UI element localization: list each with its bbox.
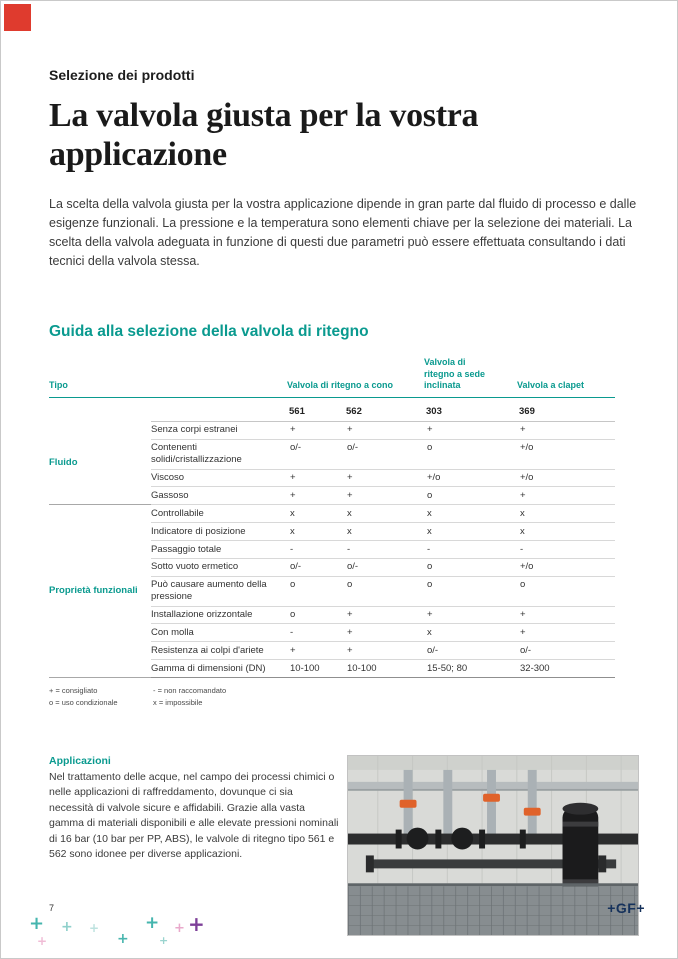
- table-legend: [49, 685, 639, 709]
- cell-303: o: [424, 487, 517, 505]
- cell-369: +: [517, 606, 615, 624]
- cell-369: x: [517, 523, 615, 541]
- intro-paragraph: La scelta della valvola giusta per la vostra applicazione dipende in gran parte dal fluido di processo e dalle esigenze funzionali. La pressione e la temperatura sono elementi chiave per la selezione dei materiali. La scelta della valvola adeguata in funzione di questi due parametri può essere effettuata consultando i dati tecnici della valvola stessa.: [49, 196, 637, 268]
- plus-decoration-icon: [159, 935, 168, 946]
- cell-562: o/-: [344, 439, 424, 469]
- cell-561: +: [287, 469, 344, 487]
- page-number: 7: [49, 903, 55, 913]
- cell-562: +: [344, 606, 424, 624]
- cell-369: 32-300: [517, 660, 615, 678]
- row-label: Indicatore di posizione: [151, 523, 287, 541]
- table-row: [49, 421, 615, 439]
- model-header-369: 369: [517, 397, 615, 421]
- legend-column-2: [153, 685, 373, 709]
- cell-303: x: [424, 523, 517, 541]
- application-photo: [347, 755, 639, 936]
- cell-561: x: [287, 523, 344, 541]
- row-label: Viscoso: [151, 469, 287, 487]
- row-label: Sotto vuoto ermetico: [151, 558, 287, 576]
- cell-562: o: [344, 576, 424, 606]
- legend-item: - = non raccomandato: [153, 686, 227, 696]
- plus-decoration-icon: [117, 932, 129, 946]
- cell-562: +: [344, 487, 424, 505]
- cell-369: +/o: [517, 469, 615, 487]
- cell-369: +: [517, 487, 615, 505]
- column-group-cono: Valvola di ritegno a cono: [287, 357, 424, 398]
- cell-562: +: [344, 642, 424, 660]
- plus-decoration-icon: [29, 915, 44, 933]
- cell-561: +: [287, 421, 344, 439]
- spacer-cell: [151, 397, 287, 421]
- applications-body: Nel trattamento delle acque, nel campo dei processi chimici o nelle applicazioni di raffreddamento, dovunque ci sia necessità di valvole sicure e affidabili. Grazie alla vasta gamma di materiali disponibili e alle elevate pressioni nominali di 16 bar (10 bar per PP, ABS), le valvole di ritegno tipo 561 e 562 sono idonee per diverse applicazioni.: [49, 771, 339, 861]
- plus-decoration-icon: [61, 920, 73, 934]
- applications-text: [49, 755, 347, 863]
- cell-303: -: [424, 541, 517, 559]
- cell-562: 10-100: [344, 660, 424, 678]
- row-label: Controllabile: [151, 505, 287, 523]
- cell-303: +/o: [424, 469, 517, 487]
- legend-item: x = impossibile: [153, 698, 203, 708]
- cell-303: o/-: [424, 642, 517, 660]
- cell-369: +: [517, 624, 615, 642]
- cell-562: x: [344, 505, 424, 523]
- gf-brand-logo: +GF+: [607, 900, 645, 916]
- legend-item: + = consigliato: [49, 686, 98, 696]
- column-header-tipo: Tipo: [49, 357, 287, 398]
- page-title: La valvola giusta per la vostra applicazione: [49, 97, 479, 174]
- page-content: [49, 67, 639, 936]
- cell-303: 15-50; 80: [424, 660, 517, 678]
- row-label: Gamma di dimensioni (DN): [151, 660, 287, 678]
- row-label: Contenenti solidi/cristallizzazione: [151, 439, 287, 469]
- cell-561: o/-: [287, 558, 344, 576]
- legend-item: o = uso condizionale: [49, 698, 118, 708]
- cell-369: o: [517, 576, 615, 606]
- plus-decoration-cluster: [23, 913, 223, 957]
- cell-303: o: [424, 576, 517, 606]
- cell-303: +: [424, 421, 517, 439]
- cell-369: +/o: [517, 558, 615, 576]
- red-corner-square: [4, 4, 31, 31]
- selection-guide-table: [49, 357, 615, 678]
- row-group-proprieta-funzionali: Proprietà funzionali: [49, 505, 151, 678]
- cell-369: +: [517, 421, 615, 439]
- piping-installation-photo: [348, 756, 638, 935]
- cell-303: +: [424, 606, 517, 624]
- cell-562: +: [344, 421, 424, 439]
- row-label: Con molla: [151, 624, 287, 642]
- grating-floor: [348, 883, 638, 935]
- cell-303: o: [424, 558, 517, 576]
- cell-561: +: [287, 487, 344, 505]
- row-label: Gassoso: [151, 487, 287, 505]
- cell-562: o/-: [344, 558, 424, 576]
- cell-562: +: [344, 624, 424, 642]
- cell-369: -: [517, 541, 615, 559]
- model-header-303: 303: [424, 397, 517, 421]
- column-group-clapet: Valvola a clapet: [517, 357, 615, 398]
- cell-562: +: [344, 469, 424, 487]
- cell-369: o/-: [517, 642, 615, 660]
- cell-303: o: [424, 439, 517, 469]
- cell-562: x: [344, 523, 424, 541]
- table-header-models-row: [49, 397, 615, 421]
- cell-303: x: [424, 624, 517, 642]
- row-label: Resistenza ai colpi d'ariete: [151, 642, 287, 660]
- plus-decoration-icon: [37, 935, 47, 947]
- row-group-fluido: Fluido: [49, 421, 151, 504]
- spacer-cell: [49, 397, 151, 421]
- cell-561: +: [287, 642, 344, 660]
- cell-561: o: [287, 606, 344, 624]
- row-label: Passaggio totale: [151, 541, 287, 559]
- cell-369: x: [517, 505, 615, 523]
- table-row: [49, 505, 615, 523]
- applications-heading: Applicazioni: [49, 755, 111, 768]
- plus-decoration-icon: [174, 922, 185, 935]
- cell-562: -: [344, 541, 424, 559]
- selection-guide-heading: Guida alla selezione della valvola di ritegno: [49, 322, 369, 340]
- model-header-561: 561: [287, 397, 344, 421]
- legend-column-1: [49, 685, 153, 709]
- cell-561: x: [287, 505, 344, 523]
- cell-561: o: [287, 576, 344, 606]
- plus-decoration-icon: [89, 922, 99, 934]
- cell-561: -: [287, 624, 344, 642]
- plus-decoration-icon: [188, 914, 205, 934]
- cell-561: -: [287, 541, 344, 559]
- cell-303: x: [424, 505, 517, 523]
- cell-561: o/-: [287, 439, 344, 469]
- column-group-sede-inclinata: Valvola di ritegno a sede inclinata: [424, 357, 517, 398]
- model-header-562: 562: [344, 397, 424, 421]
- applications-section: [49, 755, 639, 936]
- table-header-groups-row: [49, 357, 615, 398]
- row-label: Può causare aumento della pressione: [151, 576, 287, 606]
- row-label: Senza corpi estranei: [151, 421, 287, 439]
- plus-decoration-icon: [145, 915, 159, 932]
- cell-561: 10-100: [287, 660, 344, 678]
- section-kicker: Selezione dei prodotti: [49, 67, 195, 83]
- row-label: Installazione orizzontale: [151, 606, 287, 624]
- cell-369: +/o: [517, 439, 615, 469]
